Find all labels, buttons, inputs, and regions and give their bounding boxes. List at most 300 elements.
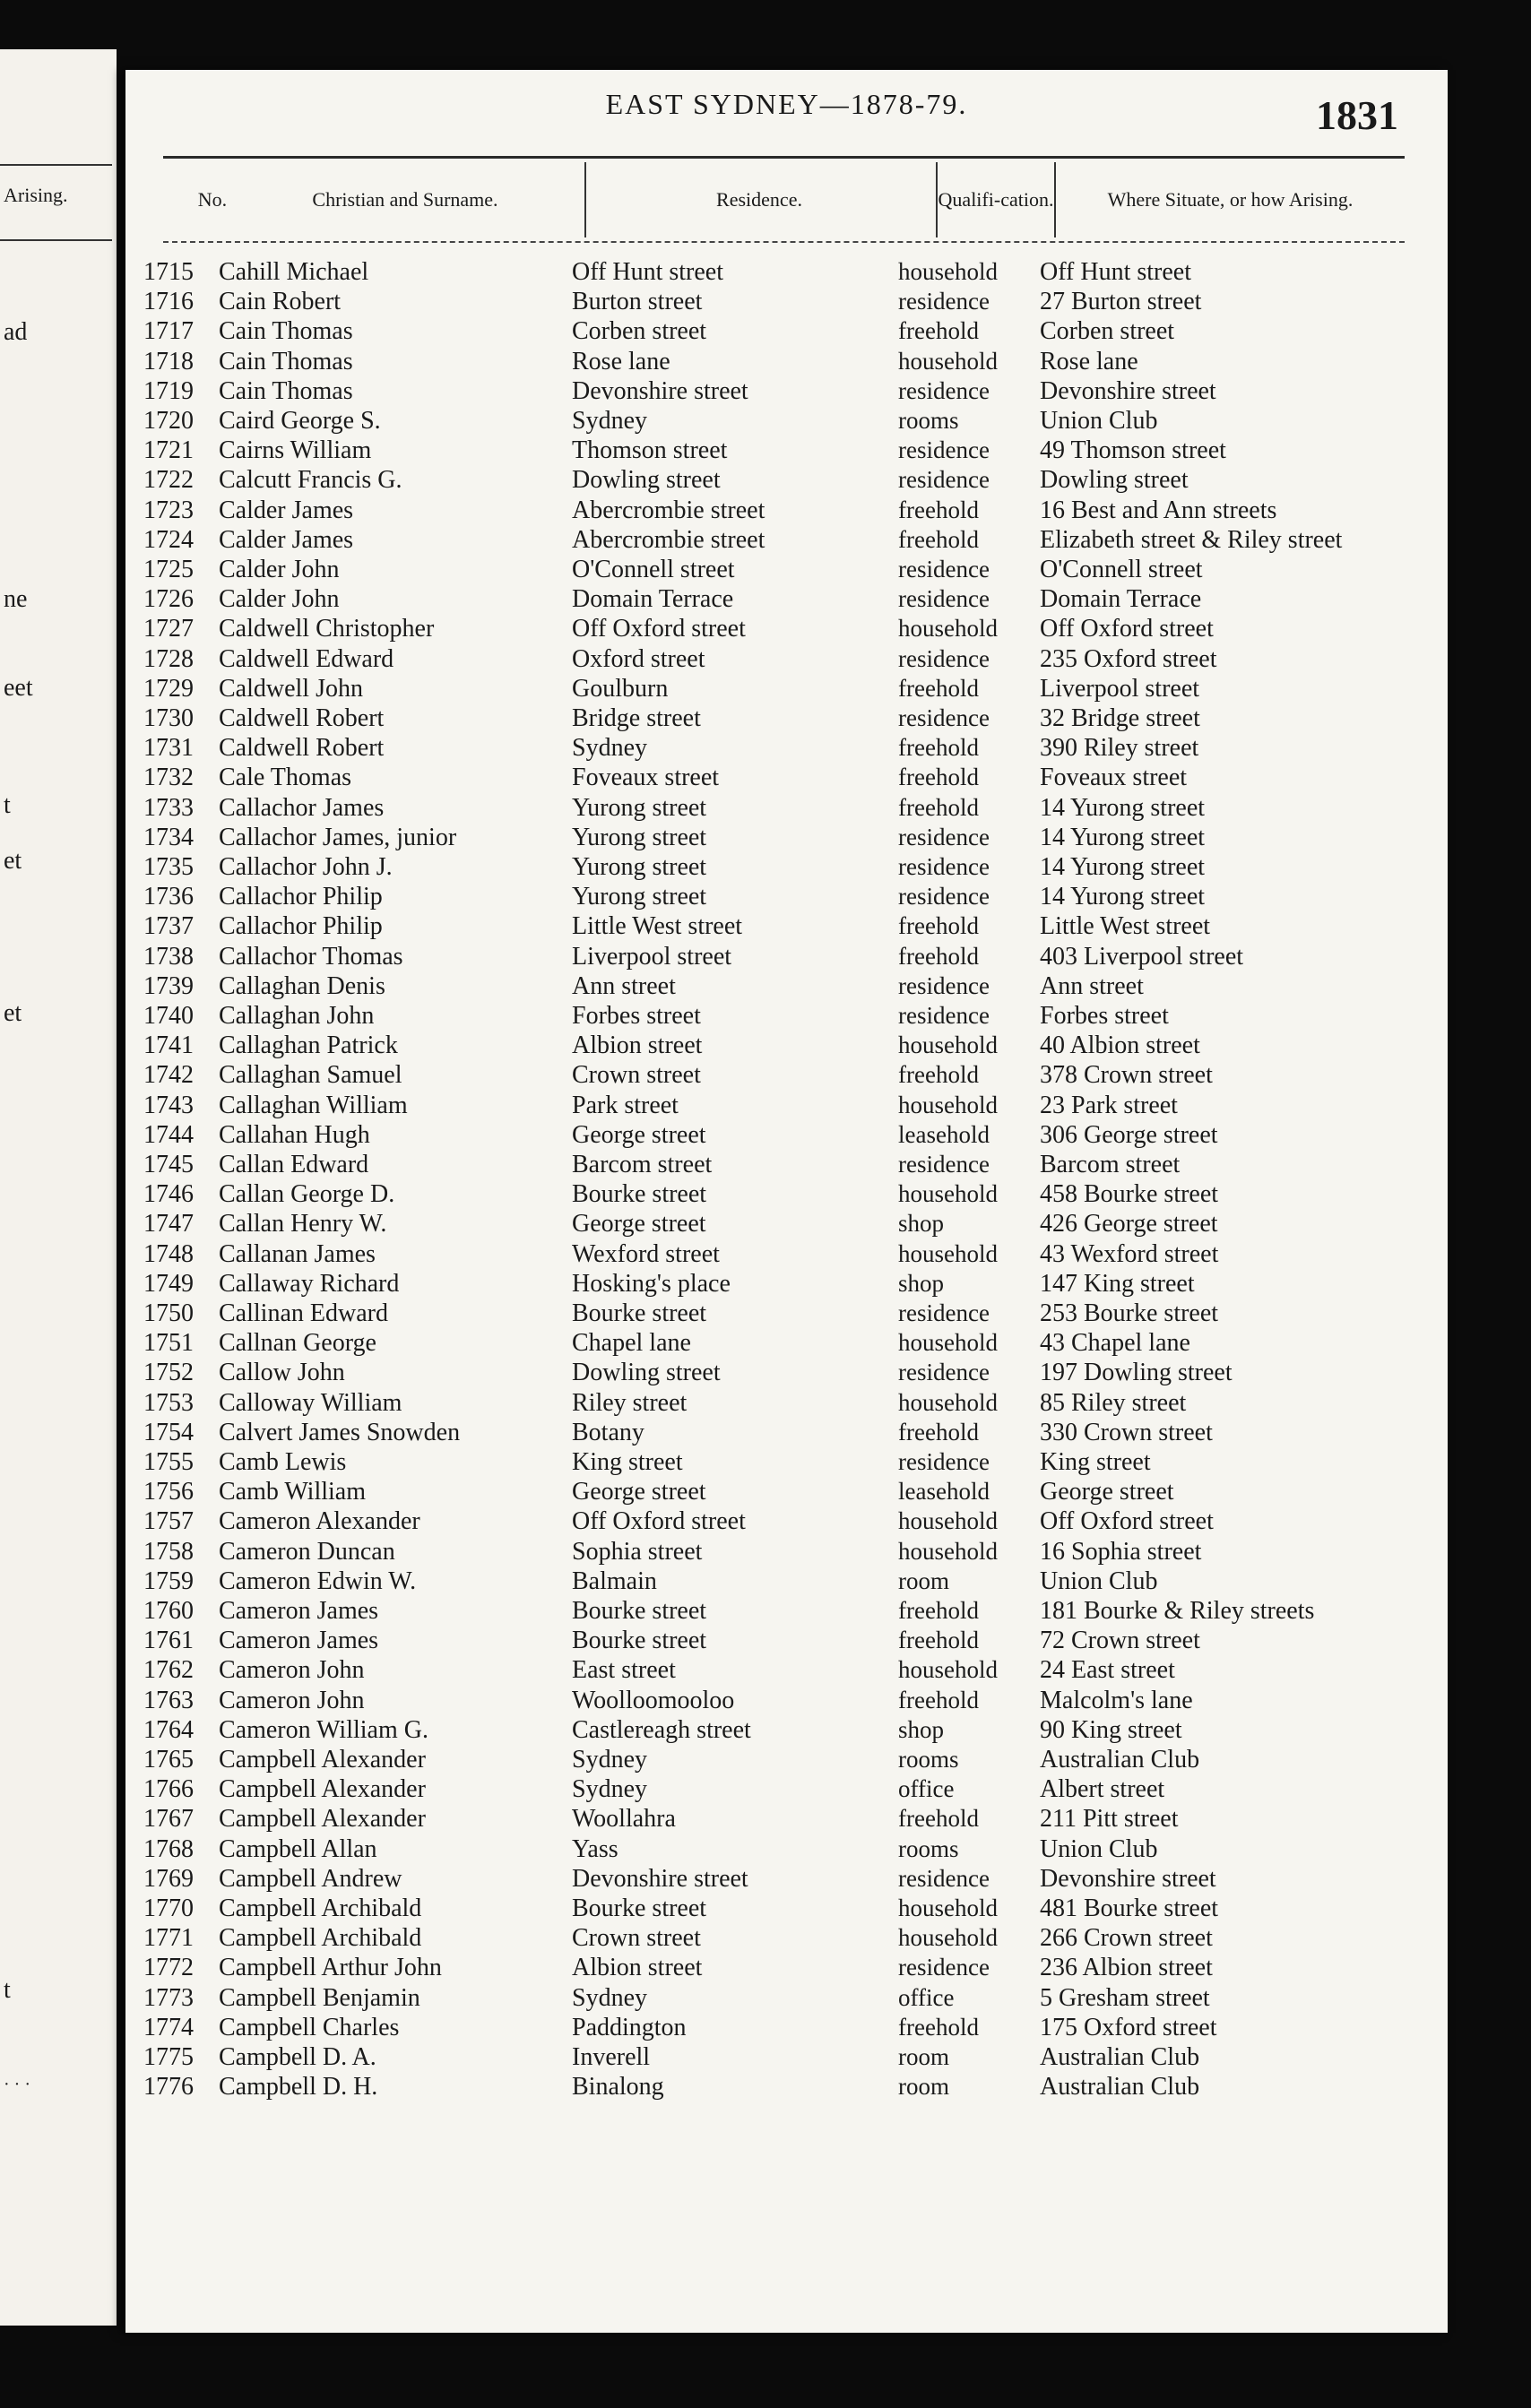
table-row [125,1805,1448,1834]
entry-name: Campbell Archibald [219,1894,422,1922]
entry-where-situate: 253 Bourke street [1040,1299,1219,1327]
entry-number: 1734 [143,823,194,851]
entry-residence: Oxford street [572,644,705,673]
table-row [125,1002,1448,1031]
facing-page-header-text: Arising. [4,184,68,206]
table-row [125,1180,1448,1210]
entry-residence: Bridge street [572,704,701,732]
entry-residence: Botany [572,1418,644,1446]
entry-number: 1740 [143,1002,194,1030]
entry-where-situate: 197 Dowling street [1040,1359,1233,1387]
table-row [125,2073,1448,2102]
entry-residence: Albion street [572,1031,703,1060]
entry-number: 1720 [143,407,194,435]
table-row [125,1121,1448,1151]
entry-qualification: residence [898,466,990,494]
entry-number: 1761 [143,1627,194,1655]
entry-where-situate: Domain Terrace [1040,585,1202,614]
entry-qualification: rooms [898,1746,959,1773]
entry-name: Camb Lewis [219,1448,347,1476]
entry-name: Cameron John [219,1686,365,1714]
table-row [125,1627,1448,1656]
entry-qualification: household [898,1091,998,1118]
entry-name: Cameron William G. [219,1715,428,1744]
entry-number: 1770 [143,1894,194,1922]
entry-where-situate: King street [1040,1448,1151,1476]
table-row [125,1954,1448,1983]
entry-qualification: household [898,1507,998,1535]
table-row [125,1656,1448,1686]
entry-name: Callanan James [219,1239,376,1268]
entry-name: Callan George D. [219,1180,395,1209]
entry-residence: Off Oxford street [572,615,746,643]
entry-number: 1768 [143,1834,194,1863]
entry-where-situate: 72 Crown street [1040,1627,1200,1655]
entry-where-situate: Liverpool street [1040,674,1200,703]
entry-name: Callachor Thomas [219,942,403,971]
entry-qualification: freehold [898,912,979,940]
entry-qualification: residence [898,823,990,850]
entry-residence: Woollahra [572,1805,676,1834]
entry-residence: King street [572,1448,683,1476]
table-row [125,1270,1448,1299]
table-row [125,1924,1448,1954]
entry-number: 1766 [143,1775,194,1804]
entry-name: Cameron James [219,1627,379,1655]
entry-where-situate: 23 Park street [1040,1091,1178,1119]
entry-where-situate: 211 Pitt street [1040,1805,1179,1834]
entry-where-situate: Elizabeth street & Riley street [1040,525,1343,554]
table-row [125,556,1448,585]
entry-number: 1749 [143,1269,194,1298]
entry-where-situate: Forbes street [1040,1002,1169,1030]
table-row [125,1865,1448,1894]
entry-name: Caldwell Edward [219,644,394,673]
table-row [125,853,1448,883]
table-row [125,1478,1448,1507]
entry-residence: Little West street [572,912,743,941]
entry-qualification: residence [898,853,990,880]
entry-residence: George street [572,1120,706,1149]
entry-number: 1716 [143,288,194,316]
entry-number: 1762 [143,1656,194,1685]
entry-qualification: leasehold [898,1120,990,1148]
entry-residence: Binalong [572,2073,664,2102]
entry-number: 1774 [143,2013,194,2041]
entry-number: 1746 [143,1180,194,1209]
table-row [125,1448,1448,1478]
entry-where-situate: Australian Club [1040,2043,1200,2071]
entry-number: 1735 [143,853,194,881]
entry-number: 1715 [143,258,194,286]
entry-number: 1772 [143,1954,194,1982]
entry-number: 1741 [143,1031,194,1060]
entry-residence: Barcom street [572,1151,713,1178]
column-header-where: Where Situate, or how Arising. [1107,188,1354,211]
entry-number: 1739 [143,971,194,1000]
entry-number: 1751 [143,1329,194,1358]
entry-residence: Sydney [572,734,647,763]
entry-name: Callachor Philip [219,912,383,941]
table-row [125,407,1448,436]
entry-where-situate: O'Connell street [1040,556,1203,583]
entry-qualification: residence [898,436,990,464]
entry-name: Callaway Richard [219,1269,400,1298]
entry-number: 1750 [143,1299,194,1327]
entry-where-situate: Union Club [1040,1834,1158,1863]
entry-where-situate: 16 Sophia street [1040,1537,1202,1566]
entry-where-situate: 426 George street [1040,1210,1218,1239]
entry-qualification: shop [898,1210,945,1238]
entry-where-situate: Off Oxford street [1040,1507,1214,1536]
entry-name: Caird George S. [219,407,381,435]
facing-page-text: ne [4,585,28,613]
table-row [125,1210,1448,1239]
table-row [125,1031,1448,1061]
entry-name: Callan Edward [219,1151,369,1178]
entry-name: Campbell Benjamin [219,1983,420,2012]
entry-residence: Bourke street [572,1627,707,1655]
table-row [125,1984,1448,2014]
entry-name: Campbell Arthur John [219,1954,442,1982]
entry-qualification: residence [898,1299,990,1326]
facing-page-text: et [4,999,22,1027]
entry-qualification: office [898,1983,955,2011]
entry-qualification: residence [898,1448,990,1475]
entry-name: Caldwell Robert [219,734,385,763]
entry-number: 1737 [143,912,194,941]
entry-residence: Liverpool street [572,942,732,971]
entry-name: Calder James [219,496,354,524]
entry-number: 1767 [143,1805,194,1834]
entry-qualification: household [898,1537,998,1565]
entry-number: 1758 [143,1537,194,1566]
facing-page-text: t [4,791,11,819]
entry-qualification: residence [898,1151,990,1178]
entry-name: Callinan Edward [219,1299,388,1327]
table-row [125,1567,1448,1597]
entry-residence: Sydney [572,1775,647,1804]
entry-where-situate: Albert street [1040,1775,1165,1804]
column-header-no: No. [197,188,228,211]
entry-number: 1771 [143,1924,194,1953]
entry-number: 1742 [143,1061,194,1090]
entry-name: Cameron James [219,1597,379,1625]
table-row [125,1240,1448,1270]
entry-where-situate: 481 Bourke street [1040,1894,1219,1922]
entry-qualification: freehold [898,764,979,791]
table-row [125,1389,1448,1419]
entry-qualification: household [898,1180,998,1208]
entry-number: 1773 [143,1983,194,2012]
entry-number: 1723 [143,496,194,524]
table-row [125,943,1448,972]
entry-residence: Yurong street [572,793,707,822]
table-row [125,496,1448,526]
entry-residence: Off Hunt street [572,258,723,286]
entry-residence: Crown street [572,1924,701,1953]
table-row [125,1061,1448,1091]
column-header-residence: Residence. [716,188,802,211]
entry-residence: Inverell [572,2043,651,2071]
entry-number: 1760 [143,1597,194,1625]
entry-where-situate: George street [1040,1478,1174,1506]
entry-qualification: freehold [898,2013,979,2041]
entry-where-situate: 175 Oxford street [1040,2013,1217,2041]
entry-where-situate: 236 Albion street [1040,1954,1213,1982]
table-row [125,466,1448,496]
entry-name: Calder John [219,556,340,583]
entry-qualification: residence [898,288,990,315]
entry-where-situate: 40 Albion street [1040,1031,1200,1060]
entry-residence: Sydney [572,1746,647,1774]
entry-number: 1719 [143,376,194,405]
entry-residence: Yurong street [572,853,707,881]
entry-name: Cain Thomas [219,376,353,405]
entry-number: 1769 [143,1864,194,1893]
entry-qualification: household [898,1924,998,1952]
table-row [125,258,1448,288]
entry-residence: Dowling street [572,1359,721,1387]
entry-qualification: household [898,1239,998,1267]
table-row [125,1299,1448,1329]
entry-where-situate: Australian Club [1040,1746,1200,1774]
entry-where-situate: 14 Yurong street [1040,883,1206,911]
facing-page-text: t [4,1976,11,2004]
entry-name: Cairns William [219,436,372,465]
entry-qualification: household [898,1656,998,1684]
entry-number: 1744 [143,1120,194,1149]
table-row [125,675,1448,704]
entry-residence: Bourke street [572,1180,707,1209]
table-row [125,2043,1448,2073]
entry-where-situate: 32 Bridge street [1040,704,1200,732]
entry-where-situate: 306 George street [1040,1120,1218,1149]
entry-where-situate: Off Oxford street [1040,615,1214,643]
entry-qualification: residence [898,585,990,613]
entry-name: Cameron Duncan [219,1537,395,1566]
entry-name: Cahill Michael [219,258,369,286]
table-row [125,764,1448,793]
entry-name: Caldwell John [219,674,363,703]
entry-residence: Paddington [572,2013,687,2041]
entry-number: 1776 [143,2073,194,2102]
entry-where-situate: Devonshire street [1040,376,1216,405]
entry-qualification: freehold [898,1418,979,1446]
entry-residence: Yurong street [572,883,707,911]
table-row [125,912,1448,942]
entry-where-situate: Ann street [1040,971,1144,1000]
entry-where-situate: Barcom street [1040,1151,1181,1178]
entry-number: 1727 [143,615,194,643]
entry-qualification: shop [898,1269,945,1297]
entry-number: 1753 [143,1388,194,1417]
entry-qualification: room [898,2073,949,2101]
entry-qualification: freehold [898,674,979,702]
entry-where-situate: 85 Riley street [1040,1388,1187,1417]
entry-qualification: residence [898,704,990,731]
entry-where-situate: 43 Wexford street [1040,1239,1219,1268]
table-row [125,526,1448,556]
entry-name: Cameron Alexander [219,1507,420,1536]
entry-residence: Abercrombie street [572,496,766,524]
entry-residence: Yurong street [572,823,707,851]
entry-residence: Abercrombie street [572,525,766,554]
entry-number: 1725 [143,556,194,583]
entry-name: Calloway William [219,1388,402,1417]
page-title: EAST SYDNEY—1878-79. [605,88,968,120]
facing-page-text: et [4,847,22,875]
entry-number: 1745 [143,1151,194,1178]
table-row [125,824,1448,853]
entry-number: 1738 [143,942,194,971]
table-row [125,1746,1448,1775]
entry-number: 1759 [143,1566,194,1595]
entry-residence: O'Connell street [572,556,735,583]
entry-number: 1717 [143,317,194,346]
entry-qualification: freehold [898,793,979,821]
entry-residence: Park street [572,1091,679,1119]
facing-page-text: · · · [4,2075,30,2094]
entry-qualification: leasehold [898,1478,990,1506]
entry-residence: Burton street [572,288,703,316]
entry-where-situate: Malcolm's lane [1040,1686,1193,1714]
register-page [125,70,1448,2333]
entry-number: 1756 [143,1478,194,1506]
entry-number: 1775 [143,2043,194,2071]
table-row [125,704,1448,734]
entry-where-situate: 90 King street [1040,1715,1182,1744]
entry-residence: Dowling street [572,466,721,495]
entry-name: Callachor Philip [219,883,383,911]
entry-name: Calder John [219,585,340,614]
table-row [125,436,1448,466]
entry-qualification: rooms [898,1834,959,1862]
entry-where-situate: Off Hunt street [1040,258,1191,286]
entry-number: 1736 [143,883,194,911]
entry-name: Campbell Alexander [219,1746,426,1774]
entry-qualification: shop [898,1715,945,1743]
page-number: 1831 [1316,92,1398,138]
table-row [125,1359,1448,1388]
entry-residence: Thomson street [572,436,728,465]
entry-qualification: residence [898,644,990,672]
table-row [125,348,1448,377]
column-header-row [163,156,1405,243]
table-row [125,615,1448,644]
entry-qualification: residence [898,1002,990,1029]
entry-qualification: freehold [898,1805,979,1833]
entry-where-situate: 330 Crown street [1040,1418,1213,1446]
entry-residence: Bourke street [572,1597,707,1625]
entry-number: 1718 [143,347,194,375]
entry-residence: Wexford street [572,1239,720,1268]
entry-residence: Riley street [572,1388,688,1417]
entry-name: Calvert James Snowden [219,1418,461,1446]
table-row [125,1507,1448,1537]
table-row [125,1151,1448,1180]
facing-page-text: eet [4,674,33,702]
entry-qualification: room [898,2043,949,2070]
entry-qualification: office [898,1775,955,1803]
table-row [125,1419,1448,1448]
column-header-qualification: Qualifi-cation. [938,188,1054,211]
entry-where-situate: 43 Chapel lane [1040,1329,1190,1358]
entry-qualification: household [898,1894,998,1921]
entry-residence: East street [572,1656,676,1685]
entry-residence: Devonshire street [572,376,748,405]
table-row [125,1092,1448,1121]
entry-residence: Sydney [572,1983,647,2012]
facing-page-fragment [0,49,117,2326]
entry-where-situate: Australian Club [1040,2073,1200,2102]
table-row [125,645,1448,675]
table-row [125,1687,1448,1716]
entry-name: Campbell Alexander [219,1805,426,1834]
entry-qualification: room [898,1566,949,1594]
entry-number: 1748 [143,1239,194,1268]
entry-number: 1743 [143,1091,194,1119]
entry-qualification: freehold [898,1597,979,1624]
entry-qualification: residence [898,1954,990,1981]
table-row [125,1329,1448,1359]
entry-qualification: household [898,258,998,285]
entry-number: 1755 [143,1448,194,1476]
entry-where-situate: 458 Bourke street [1040,1180,1219,1209]
table-row [125,883,1448,912]
entry-where-situate: 16 Best and Ann streets [1040,496,1277,524]
entry-residence: Domain Terrace [572,585,734,614]
entry-name: Cain Robert [219,288,342,316]
entry-name: Callahan Hugh [219,1120,370,1149]
entry-where-situate: Rose lane [1040,347,1138,375]
table-row [125,1716,1448,1746]
entry-where-situate: Devonshire street [1040,1864,1216,1893]
entry-name: Campbell D. H. [219,2073,378,2102]
table-row [125,2014,1448,2043]
entry-where-situate: Union Club [1040,1566,1158,1595]
entry-name: Campbell D. A. [219,2043,376,2071]
table-row [125,972,1448,1002]
entry-number: 1764 [143,1715,194,1744]
entry-residence: Forbes street [572,1002,701,1030]
entry-number: 1721 [143,436,194,465]
entry-where-situate: 49 Thomson street [1040,436,1226,465]
entry-qualification: freehold [898,1627,979,1654]
entry-name: Campbell Andrew [219,1864,402,1893]
entry-number: 1726 [143,585,194,614]
entry-residence: Sydney [572,407,647,435]
entry-number: 1732 [143,764,194,792]
entry-qualification: rooms [898,407,959,434]
entry-where-situate: 390 Riley street [1040,734,1199,763]
entry-name: Cain Thomas [219,317,353,346]
entry-qualification: household [898,615,998,643]
entry-name: Callachor James [219,793,385,822]
entry-where-situate: 235 Oxford street [1040,644,1217,673]
entry-qualification: household [898,1031,998,1059]
table-row [125,288,1448,317]
entry-where-situate: 24 East street [1040,1656,1175,1685]
entry-number: 1747 [143,1210,194,1239]
entry-name: Camb William [219,1478,367,1506]
entry-name: Caldwell Christopher [219,615,435,643]
table-row [125,1894,1448,1924]
entry-name: Campbell Allan [219,1834,377,1863]
entry-qualification: freehold [898,525,979,553]
entry-name: Callaghan William [219,1091,408,1119]
entry-where-situate: 181 Bourke & Riley streets [1040,1597,1315,1625]
